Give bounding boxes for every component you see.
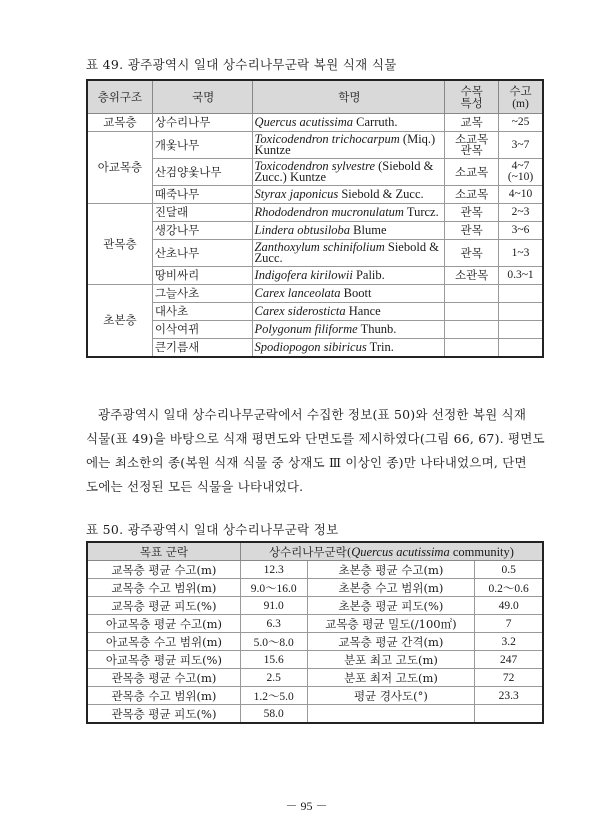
height-cell (499, 321, 543, 339)
header-tree-type (445, 80, 499, 114)
tree-type-cell: 소교목 관목 (445, 132, 499, 159)
scientific-name-cell (252, 204, 445, 222)
community-name-suffix: community) (449, 544, 514, 559)
planting-species-body (87, 114, 543, 358)
height-cell: ~25 (499, 114, 543, 132)
scientific-name-genus-species: Indigofera kirilowii (254, 268, 353, 282)
scientific-name-author: Carruth. (353, 115, 398, 129)
tree-type-cell: 관목 (445, 222, 499, 240)
metric-value-cell: 72 (475, 669, 543, 687)
height-cell: 2~3 (499, 204, 543, 222)
header-community-name (240, 542, 543, 561)
metric-label-cell: 아교목층 평균 수고(m) (87, 615, 240, 633)
scientific-name-cell (252, 321, 445, 339)
header-tree-type-line2: 특성 (460, 96, 483, 110)
scientific-name-author: Hance (345, 304, 381, 318)
scientific-name-genus-species: Styrax japonicus (254, 187, 339, 201)
korean-name-cell: 때죽나무 (152, 186, 252, 204)
layer-cell: 초본층 (87, 285, 152, 358)
metric-value-cell: 49.0 (475, 597, 543, 615)
metric-label-cell (307, 705, 475, 724)
metric-label-cell: 교목층 평균 수고(m) (87, 561, 240, 579)
scientific-name-author: Turcz. (403, 205, 439, 219)
height-cell: 1~3 (499, 240, 543, 267)
table-row (87, 597, 543, 615)
paragraph-line: 식물(표 49)을 바탕으로 식재 평면도와 단면도를 제시하였다(그림 66, 67). 평면도 (86, 431, 545, 446)
scientific-name-genus-species: Polygonum filiforme (254, 322, 358, 336)
scientific-name-cell (252, 132, 445, 159)
metric-value-cell: 58.0 (240, 705, 307, 724)
height-cell: 4~10 (499, 186, 543, 204)
table-row (87, 159, 543, 186)
metric-value-cell: 2.5 (240, 669, 307, 687)
header-layer: 층위구조 (87, 80, 152, 114)
scientific-name-genus-species: Spodiopogon sibiricus (254, 340, 367, 354)
scientific-name-genus-species: Carex siderosticta (254, 304, 346, 318)
scientific-name-genus-species: Rhododendron mucronulatum (254, 205, 404, 219)
scientific-name-genus-species: Quercus acutissima (254, 115, 354, 129)
metric-label-cell: 초본층 평균 수고(m) (307, 561, 475, 579)
metric-label-cell: 관목층 평균 수고(m) (87, 669, 240, 687)
metric-value-cell (475, 705, 543, 724)
metric-label-cell: 관목층 수고 범위(m) (87, 687, 240, 705)
table-header-row (87, 80, 543, 114)
scientific-name-cell (252, 114, 445, 132)
height-cell (499, 303, 543, 321)
metric-value-cell: 23.3 (475, 687, 543, 705)
tree-type-cell (445, 321, 499, 339)
metric-value-cell: 3.2 (475, 633, 543, 651)
tree-type-cell: 소교목 (445, 186, 499, 204)
table-row (87, 132, 543, 159)
korean-name-cell: 산검양옻나무 (152, 159, 252, 186)
korean-name-cell: 큰기름새 (152, 339, 252, 358)
scientific-name-author: Trin. (366, 340, 394, 354)
layer-cell: 관목층 (87, 204, 152, 285)
table-row (87, 561, 543, 579)
metric-value-cell: 91.0 (240, 597, 307, 615)
table-row (87, 285, 543, 303)
table-row (87, 114, 543, 132)
korean-name-cell: 대사초 (152, 303, 252, 321)
scientific-name-genus-species: Carex lanceolata (254, 286, 341, 300)
layer-cell: 교목층 (87, 114, 152, 132)
scientific-name-cell (252, 222, 445, 240)
table-row (87, 240, 543, 267)
metric-value-cell: 6.3 (240, 615, 307, 633)
height-cell (499, 285, 543, 303)
table-row (87, 705, 543, 724)
height-cell: 4~7 (~10) (499, 159, 543, 186)
scientific-name-genus-species: Lindera obtusiloba (254, 223, 351, 237)
table-row (87, 186, 543, 204)
metric-label-cell: 분포 최저 고도(m) (307, 669, 475, 687)
scientific-name-cell (252, 159, 445, 186)
table-49-caption: 표 49. 광주광역시 일대 상수리나무군락 복원 식재 식물 (86, 57, 397, 72)
scientific-name-author: (Siebold & Zucc.) Kuntze (254, 159, 434, 184)
scientific-name-author: Palib. (352, 268, 385, 282)
metric-value-cell: 9.0～16.0 (240, 579, 307, 597)
metric-label-cell: 교목층 평균 피도(%) (87, 597, 240, 615)
community-name-prefix: 상수리나무군락( (268, 544, 352, 559)
metric-value-cell: 0.2～0.6 (475, 579, 543, 597)
scientific-name-genus-species: Toxicodendron sylvestre (254, 159, 376, 173)
metric-value-cell: 0.5 (475, 561, 543, 579)
height-cell: 3~6 (499, 222, 543, 240)
paragraph-line: 광주광역시 일대 상수리나무군락에서 수집한 정보(표 50)와 선정한 복원 식재 (98, 407, 527, 422)
header-height-line2: (m) (512, 97, 529, 110)
korean-name-cell: 땅비싸리 (152, 267, 252, 285)
header-target-community: 목표 군락 (87, 542, 240, 561)
scientific-name-author: Blume (350, 223, 387, 237)
table-row (87, 321, 543, 339)
layer-cell: 아교목층 (87, 132, 152, 204)
page-number: － 95 － (285, 799, 328, 813)
table-50-caption: 표 50. 광주광역시 일대 상수리나무군락 정보 (86, 522, 339, 537)
scientific-name-genus-species: Zanthoxylum schinifolium (254, 240, 385, 254)
paragraph-line: 에는 최소한의 종(복원 식재 식물 중 상재도 Ⅲ 이상인 종)만 나타내었으며, 단면 (86, 455, 527, 470)
table-row (87, 339, 543, 358)
table-row (87, 267, 543, 285)
table-row (87, 615, 543, 633)
planting-species-table (86, 79, 544, 358)
tree-type-cell: 관목 (445, 240, 499, 267)
scientific-name-cell (252, 267, 445, 285)
scientific-name-cell (252, 186, 445, 204)
table-row (87, 651, 543, 669)
tree-type-cell: 관목 (445, 204, 499, 222)
header-tree-type-line1: 수목 (460, 84, 483, 98)
metric-label-cell: 아교목층 수고 범위(m) (87, 633, 240, 651)
scientific-name-cell (252, 285, 445, 303)
community-info-table (86, 541, 544, 724)
scientific-name-author: (Miq.) Kuntze (254, 132, 436, 157)
korean-name-cell: 상수리나무 (152, 114, 252, 132)
metric-label-cell: 교목층 평균 밀도(/100㎡) (307, 615, 475, 633)
header-height-line1: 수고 (509, 83, 532, 98)
metric-label-cell: 교목층 수고 범위(m) (87, 579, 240, 597)
korean-name-cell: 생강나무 (152, 222, 252, 240)
scientific-name-cell (252, 339, 445, 358)
body-paragraph (86, 403, 556, 499)
height-cell: 3~7 (499, 132, 543, 159)
tree-type-cell (445, 339, 499, 358)
metric-value-cell: 12.3 (240, 561, 307, 579)
height-cell (499, 339, 543, 358)
scientific-name-cell (252, 240, 445, 267)
metric-value-cell: 247 (475, 651, 543, 669)
metric-value-cell: 5.0～8.0 (240, 633, 307, 651)
korean-name-cell: 이삭여뀌 (152, 321, 252, 339)
tree-type-cell: 소교목 (445, 159, 499, 186)
table-row (87, 303, 543, 321)
metric-label-cell: 초본층 수고 범위(m) (307, 579, 475, 597)
tree-type-cell: 소관목 (445, 267, 499, 285)
korean-name-cell: 개옻나무 (152, 132, 252, 159)
scientific-name-cell (252, 303, 445, 321)
table-row (87, 687, 543, 705)
table-row (87, 669, 543, 687)
korean-name-cell: 그늘사초 (152, 285, 252, 303)
scientific-name-genus-species: Toxicodendron trichocarpum (254, 132, 400, 146)
metric-value-cell: 1.2～5.0 (240, 687, 307, 705)
scientific-name-author: Thunb. (357, 322, 397, 336)
header-korean-name: 국명 (152, 80, 252, 114)
table-row (87, 633, 543, 651)
community-info-body (87, 561, 543, 724)
tree-type-cell (445, 285, 499, 303)
korean-name-cell: 진달래 (152, 204, 252, 222)
table-row (87, 204, 543, 222)
table-row (87, 222, 543, 240)
community-name-italic: Quercus acutissima (351, 544, 450, 559)
korean-name-cell: 산초나무 (152, 240, 252, 267)
metric-value-cell: 7 (475, 615, 543, 633)
tree-type-cell (445, 303, 499, 321)
table-row (87, 579, 543, 597)
metric-label-cell: 평균 경사도(°) (307, 687, 475, 705)
scientific-name-author: Siebold & Zucc. (338, 187, 424, 201)
metric-value-cell: 15.6 (240, 651, 307, 669)
metric-label-cell: 아교목층 평균 피도(%) (87, 651, 240, 669)
table-header-row (87, 542, 543, 561)
header-scientific-name: 학명 (252, 80, 445, 114)
metric-label-cell: 교목층 평균 간격(m) (307, 633, 475, 651)
scientific-name-author: Siebold & Zucc. (254, 240, 439, 265)
scientific-name-author: Boott (340, 286, 372, 300)
height-cell: 0.3~1 (499, 267, 543, 285)
header-height (499, 80, 543, 114)
metric-label-cell: 분포 최고 고도(m) (307, 651, 475, 669)
metric-label-cell: 초본층 평균 피도(%) (307, 597, 475, 615)
tree-type-cell: 교목 (445, 114, 499, 132)
metric-label-cell: 관목층 평균 피도(%) (87, 705, 240, 724)
paragraph-line: 도에는 선정된 모든 식물을 나타내었다. (86, 479, 304, 494)
